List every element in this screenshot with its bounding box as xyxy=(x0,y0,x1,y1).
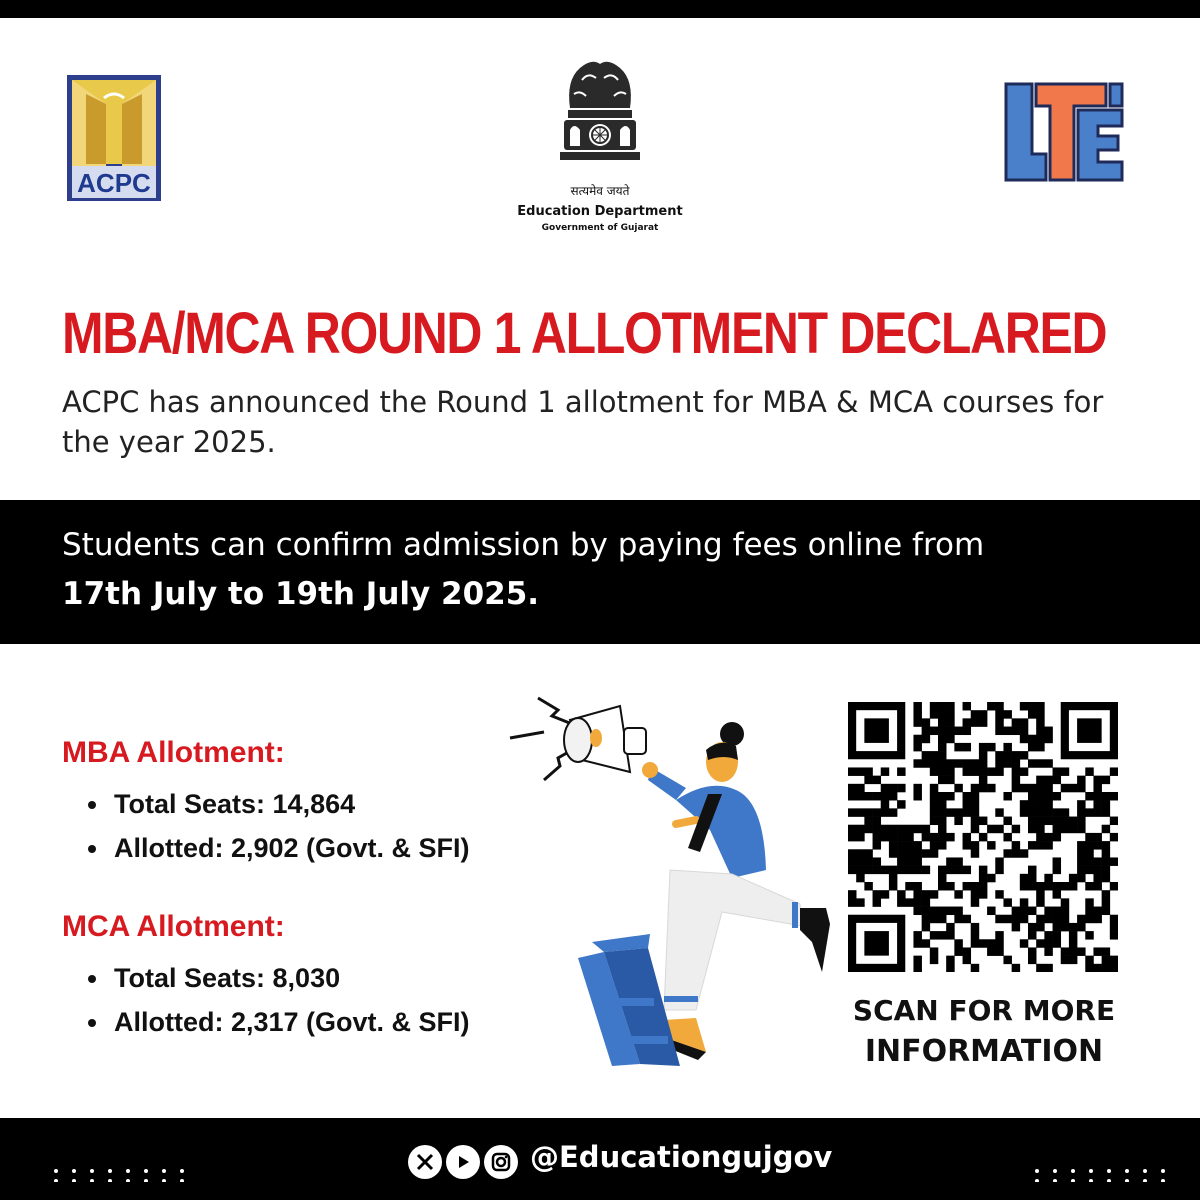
footer-dots-left xyxy=(52,1168,252,1182)
mca-allotted: Allotted: 2,317 (Govt. & SFI) xyxy=(88,1000,470,1044)
acpc-logo xyxy=(66,74,162,202)
headline: MBA/MCA ROUND 1 ALLOTMENT DECLARED xyxy=(62,301,1107,366)
scan-text-line2: INFORMATION xyxy=(864,1034,1104,1069)
megaphone-woman-illustration xyxy=(500,680,840,1070)
mba-total-seats: Total Seats: 14,864 xyxy=(88,782,470,826)
mba-list xyxy=(88,782,470,870)
government-name: Government of Gujarat xyxy=(541,223,659,233)
state-emblem-icon xyxy=(540,50,660,180)
mca-total-seats: Total Seats: 8,030 xyxy=(88,956,470,1000)
scan-text-line1: SCAN FOR MORE xyxy=(852,994,1116,1027)
acpc-logo-text: ACPC xyxy=(77,168,151,198)
top-strip xyxy=(0,0,1200,18)
x-icon[interactable] xyxy=(408,1145,442,1179)
footer-dots-right xyxy=(1008,1168,1200,1182)
qr-code[interactable] xyxy=(848,702,1118,972)
mba-title: MBA Allotment: xyxy=(62,736,285,769)
social-handle[interactable]: @Educationgujgov xyxy=(530,1140,833,1174)
department-name: Education Department xyxy=(517,204,683,219)
band-text: Students can confirm admission by paying fees online from xyxy=(62,527,985,563)
youtube-icon[interactable] xyxy=(446,1145,480,1179)
band-dates: 17th July to 19th July 2025. xyxy=(62,576,540,612)
mba-allotted: Allotted: 2,902 (Govt. & SFI) xyxy=(88,826,470,870)
cte-logo xyxy=(1002,80,1126,184)
intro-text: ACPC has announced the Round 1 allotment for MBA & MCA courses for the year 2025. xyxy=(62,385,1104,459)
mca-list xyxy=(88,956,470,1044)
emblem-motto: सत्यमेव जयते xyxy=(570,184,630,198)
notice-band xyxy=(0,500,1200,644)
mca-title: MCA Allotment: xyxy=(62,910,285,943)
instagram-icon[interactable] xyxy=(484,1145,518,1179)
social-icons xyxy=(408,1144,518,1180)
